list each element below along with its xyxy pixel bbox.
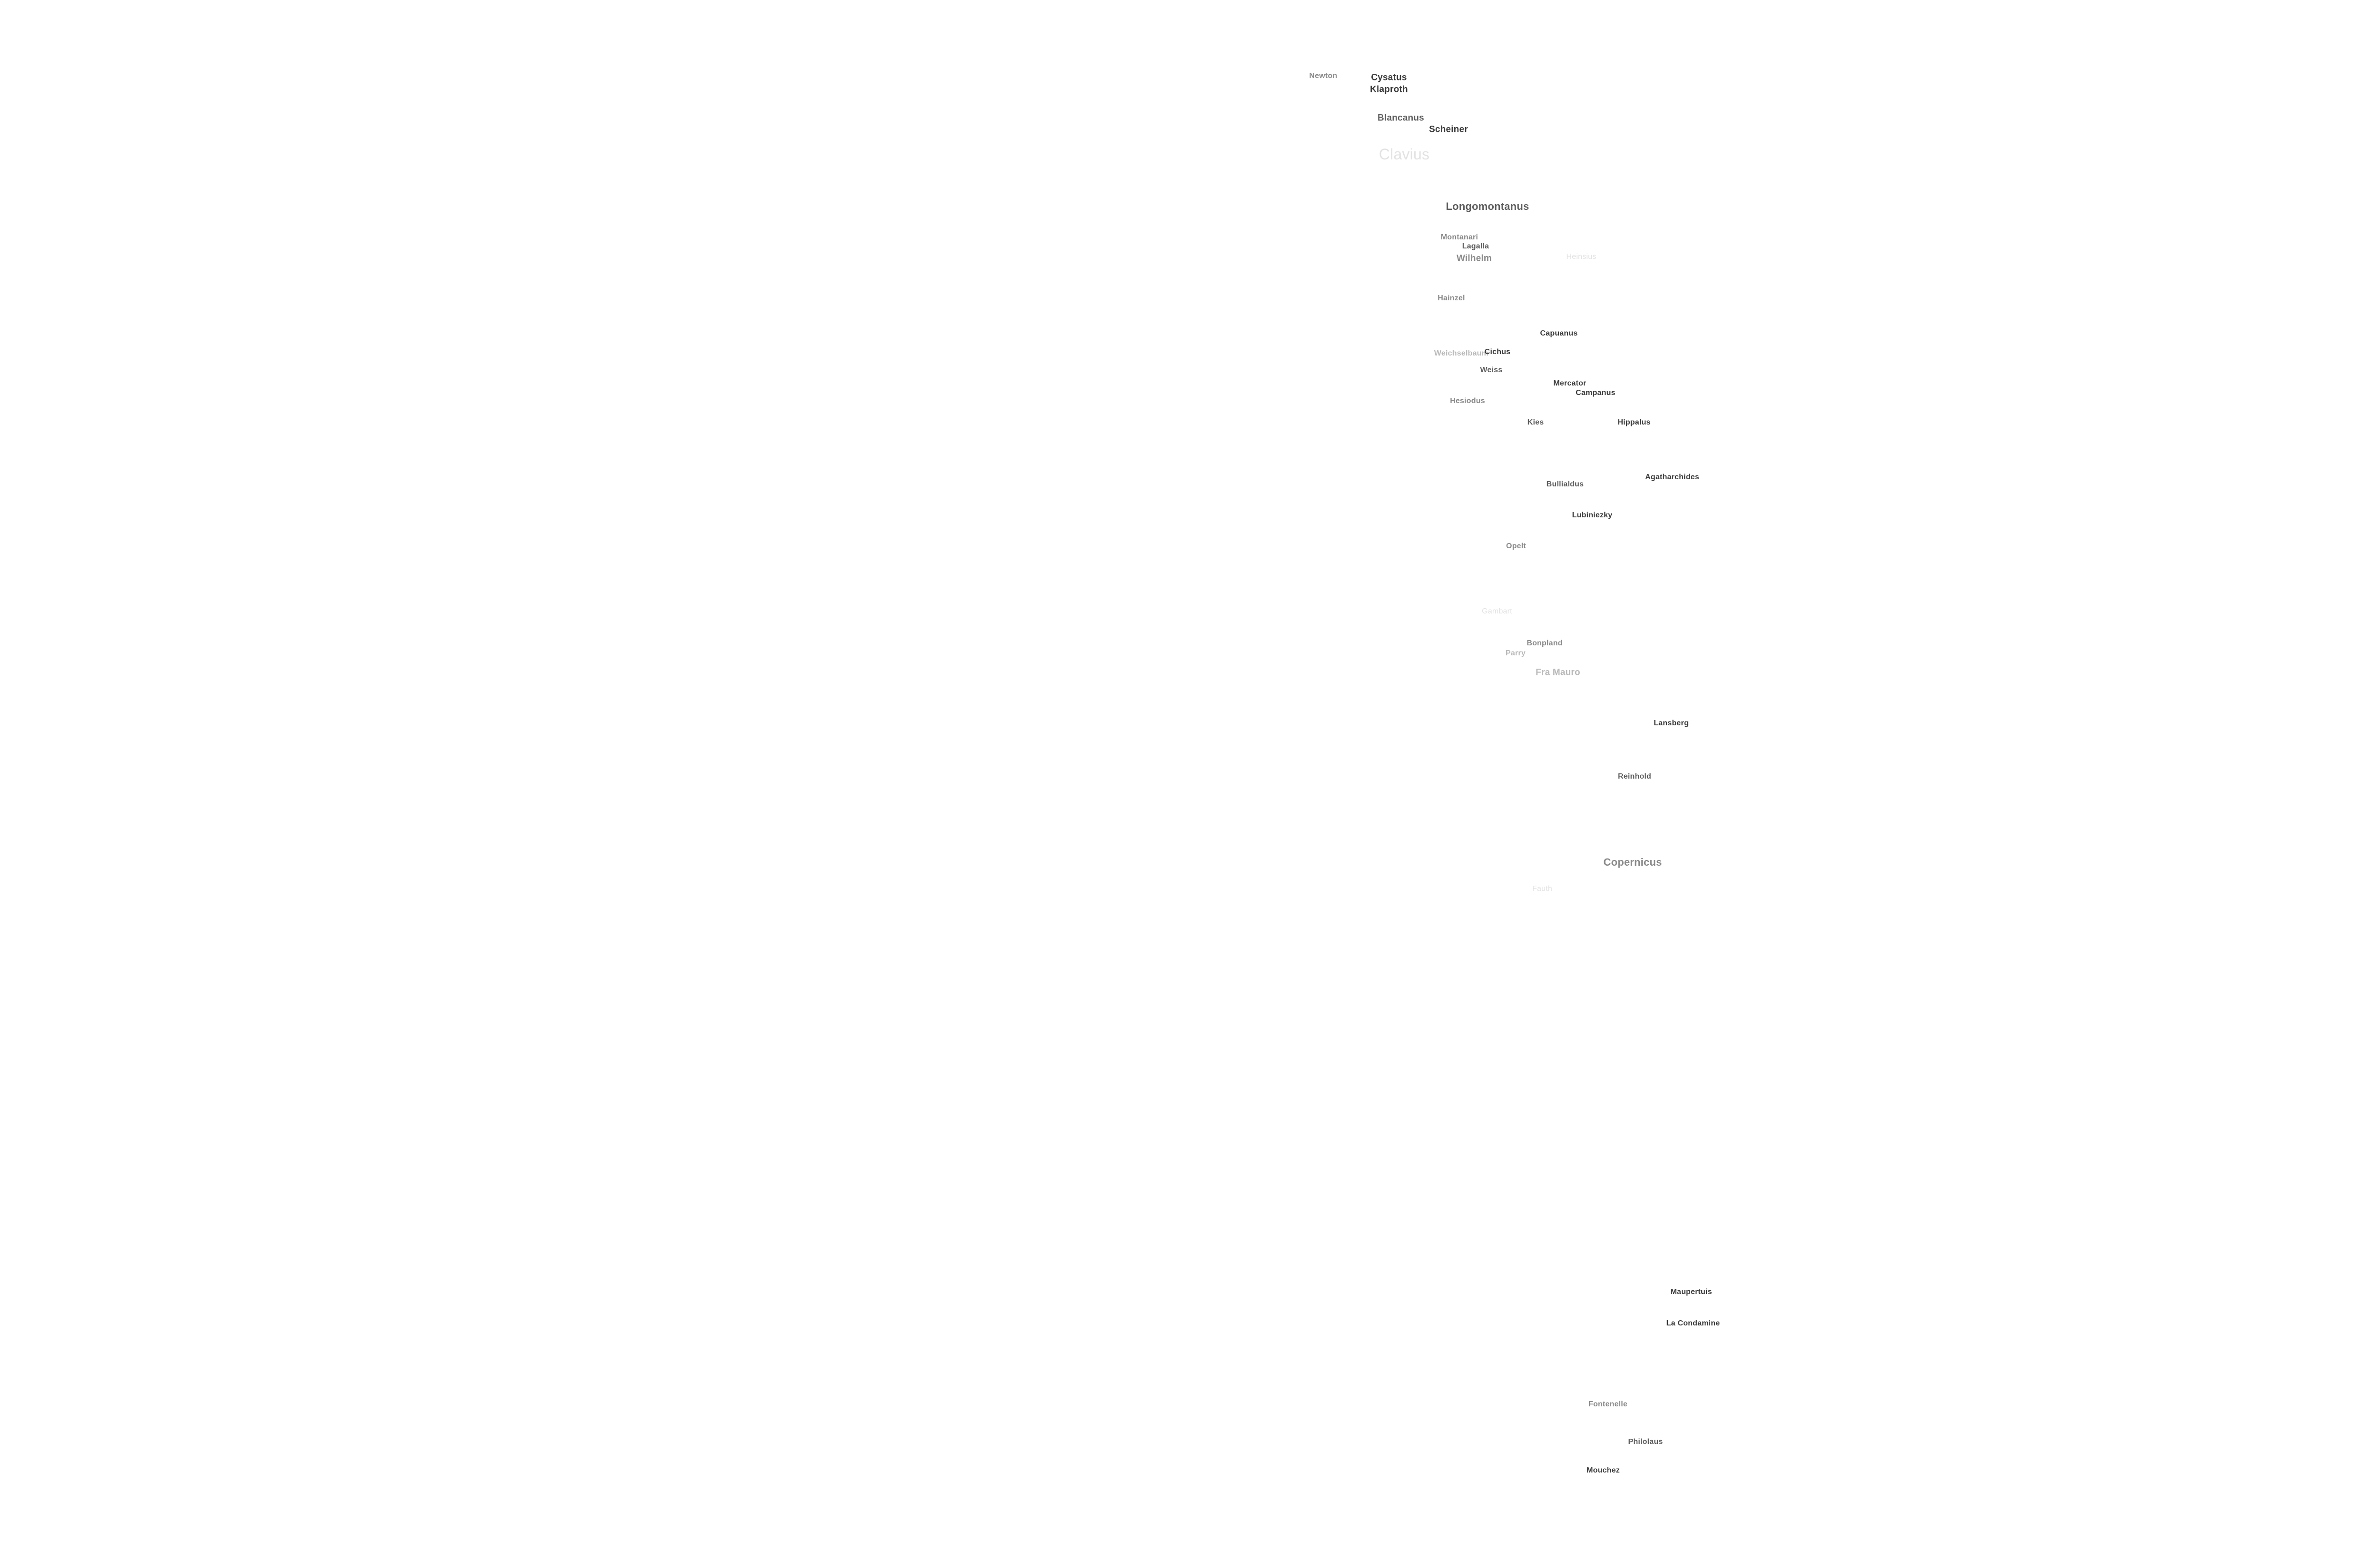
- crater-label-mercator: Mercator: [1553, 379, 1587, 387]
- crater-label-opelt: Opelt: [1506, 542, 1526, 550]
- crater-label-kies: Kies: [1527, 418, 1544, 426]
- crater-label-bullialdus: Bullialdus: [1546, 480, 1584, 488]
- crater-label-gambart: Gambart: [1482, 607, 1512, 615]
- crater-label-philolaus: Philolaus: [1628, 1438, 1663, 1446]
- crater-label-newton: Newton: [1309, 72, 1338, 80]
- crater-label-fontenelle: Fontenelle: [1588, 1400, 1628, 1408]
- crater-label-heinsius: Heinsius: [1566, 253, 1597, 261]
- crater-label-capuanus: Capuanus: [1540, 329, 1578, 337]
- crater-label-blancanus: Blancanus: [1378, 113, 1424, 123]
- crater-label-lubiniezky: Lubiniezky: [1572, 511, 1613, 519]
- crater-label-klaproth: Klaproth: [1370, 84, 1408, 95]
- crater-label-parry: Parry: [1506, 649, 1526, 657]
- crater-label-maupertuis: Maupertuis: [1670, 1288, 1712, 1296]
- crater-label-clavius: Clavius: [1378, 146, 1430, 163]
- crater-label-bonpland: Bonpland: [1527, 639, 1563, 647]
- crater-label-longomontanus: Longomontanus: [1446, 200, 1529, 212]
- crater-label-hippalus: Hippalus: [1617, 418, 1651, 426]
- crater-label-lansberg: Lansberg: [1654, 719, 1689, 727]
- crater-label-fra-mauro: Fra Mauro: [1536, 667, 1580, 678]
- crater-label-agatharchides: Agatharchides: [1645, 473, 1699, 481]
- crater-label-scheiner: Scheiner: [1429, 124, 1468, 135]
- crater-label-reinhold: Reinhold: [1617, 772, 1652, 781]
- crater-label-hainzel: Hainzel: [1438, 294, 1465, 302]
- crater-label-weiss: Weiss: [1480, 366, 1503, 374]
- crater-label-wilhelm: Wilhelm: [1456, 253, 1492, 264]
- crater-label-weichselbaum: Weichselbaum: [1434, 349, 1489, 357]
- crater-label-cysatus: Cysatus: [1371, 72, 1407, 83]
- crater-label-la-condamine: La Condamine: [1666, 1319, 1720, 1327]
- crater-label-lagalla: Lagalla: [1462, 242, 1489, 250]
- crater-label-fauth: Fauth: [1532, 885, 1552, 893]
- crater-label-copernicus: Copernicus: [1603, 856, 1662, 868]
- crater-label-cichus: Cichus: [1484, 348, 1511, 356]
- crater-label-hesiodus: Hesiodus: [1450, 397, 1485, 405]
- crater-label-mouchez: Mouchez: [1587, 1466, 1620, 1474]
- crater-label-campanus: Campanus: [1576, 389, 1616, 397]
- crater-label-montanari: Montanari: [1440, 233, 1478, 241]
